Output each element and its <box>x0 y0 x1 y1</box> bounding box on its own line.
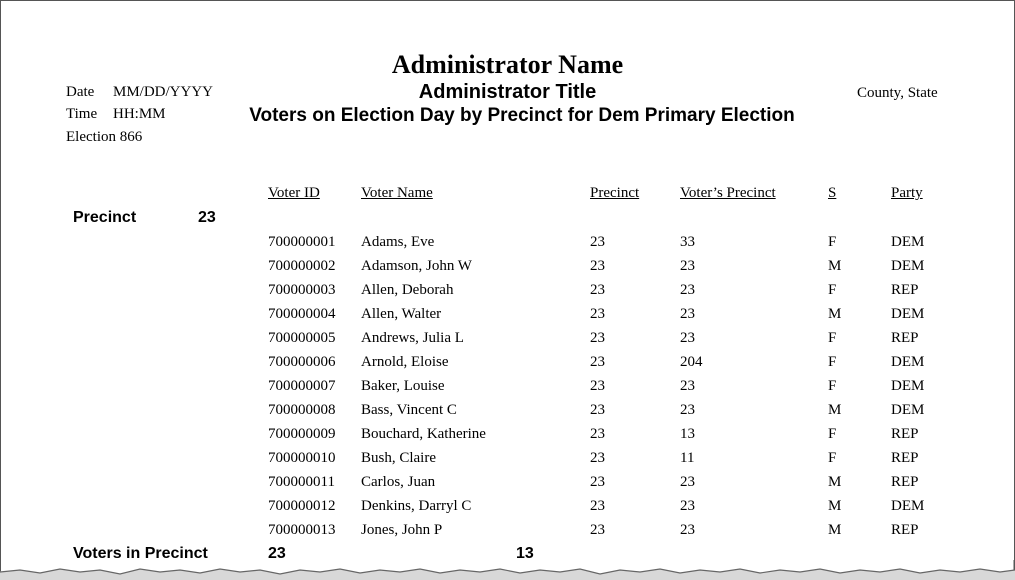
voter-name-cell: Allen, Deborah <box>361 282 454 298</box>
precinct-cell: 23 <box>590 378 605 394</box>
precinct-group-value: 23 <box>198 209 216 226</box>
voters-precinct-cell: 23 <box>680 402 695 418</box>
voter-name-cell: Bass, Vincent C <box>361 402 457 418</box>
voter-id-cell: 700000006 <box>268 354 336 370</box>
party-cell: DEM <box>891 354 925 370</box>
election-label: Election 866 <box>66 129 143 145</box>
voters-precinct-cell: 23 <box>680 306 695 322</box>
precinct-cell: 23 <box>590 234 605 250</box>
date-label: Date <box>66 84 95 100</box>
voter-name-cell: Andrews, Julia L <box>361 330 464 346</box>
precinct-cell: 23 <box>590 522 605 538</box>
column-header-voter-name: Voter Name <box>361 185 433 201</box>
column-header-precinct: Precinct <box>590 185 640 201</box>
sex-cell: F <box>828 282 837 298</box>
footer-voter-count: 13 <box>516 545 534 562</box>
sex-cell: M <box>828 522 842 538</box>
voter-id-cell: 700000005 <box>268 330 336 346</box>
voter-id-cell: 700000007 <box>268 378 336 394</box>
sex-cell: M <box>828 498 842 514</box>
precinct-group-label: Precinct <box>73 209 137 226</box>
precinct-cell: 23 <box>590 282 605 298</box>
voter-name-cell: Baker, Louise <box>361 378 445 394</box>
party-cell: REP <box>891 426 919 442</box>
voter-name-cell: Bush, Claire <box>361 450 436 466</box>
sex-cell: F <box>828 330 837 346</box>
voters-precinct-cell: 11 <box>680 450 695 466</box>
voters-precinct-cell: 204 <box>680 354 703 370</box>
party-cell: REP <box>891 522 919 538</box>
party-cell: REP <box>891 282 919 298</box>
precinct-cell: 23 <box>590 450 605 466</box>
sex-cell: F <box>828 426 837 442</box>
sex-cell: F <box>828 234 837 250</box>
voter-id-cell: 700000008 <box>268 402 336 418</box>
voter-name-cell: Denkins, Darryl C <box>361 498 472 514</box>
precinct-cell: 23 <box>590 474 605 490</box>
column-header-party: Party <box>891 185 923 201</box>
voter-name-cell: Adams, Eve <box>361 234 435 250</box>
administrator-name: Administrator Name <box>391 50 624 79</box>
precinct-cell: 23 <box>590 354 605 370</box>
time-value: HH:MM <box>113 106 166 122</box>
voter-id-cell: 700000009 <box>268 426 336 442</box>
column-header-voters-precinct: Voter’s Precinct <box>680 185 776 201</box>
voters-precinct-cell: 23 <box>680 258 695 274</box>
voters-precinct-cell: 33 <box>680 234 695 250</box>
voter-name-cell: Jones, John P <box>361 522 443 538</box>
party-cell: DEM <box>891 234 925 250</box>
voter-name-cell: Adamson, John W <box>361 258 472 274</box>
column-header-voter-id: Voter ID <box>268 185 320 201</box>
party-cell: REP <box>891 450 919 466</box>
column-header-sex: S <box>828 185 837 201</box>
party-cell: DEM <box>891 378 925 394</box>
footer-precinct: 23 <box>268 545 286 562</box>
voter-name-cell: Allen, Walter <box>361 306 442 322</box>
footer-label: Voters in Precinct <box>73 545 208 562</box>
report-title: Voters on Election Day by Precinct for Dem Primary Election <box>249 105 795 126</box>
precinct-cell: 23 <box>590 258 605 274</box>
precinct-cell: 23 <box>590 306 605 322</box>
voters-precinct-cell: 13 <box>680 426 695 442</box>
time-label: Time <box>66 106 98 122</box>
sex-cell: M <box>828 258 842 274</box>
voter-id-cell: 700000004 <box>268 306 336 322</box>
voter-id-cell: 700000011 <box>268 474 335 490</box>
voters-precinct-cell: 23 <box>680 498 695 514</box>
voters-precinct-cell: 23 <box>680 522 695 538</box>
precinct-cell: 23 <box>590 330 605 346</box>
party-cell: DEM <box>891 402 925 418</box>
sex-cell: F <box>828 378 837 394</box>
torn-edge <box>0 560 1015 580</box>
party-cell: DEM <box>891 498 925 514</box>
date-value: MM/DD/YYYY <box>113 84 214 100</box>
precinct-cell: 23 <box>590 498 605 514</box>
sex-cell: F <box>828 354 837 370</box>
voter-id-cell: 700000013 <box>268 522 336 538</box>
voter-id-cell: 700000001 <box>268 234 336 250</box>
precinct-cell: 23 <box>590 426 605 442</box>
voter-id-cell: 700000012 <box>268 498 336 514</box>
voter-id-cell: 700000002 <box>268 258 336 274</box>
voter-id-cell: 700000010 <box>268 450 336 466</box>
voters-precinct-cell: 23 <box>680 282 695 298</box>
voter-name-cell: Arnold, Eloise <box>361 354 449 370</box>
party-cell: REP <box>891 330 919 346</box>
party-cell: DEM <box>891 306 925 322</box>
sex-cell: M <box>828 474 842 490</box>
voter-name-cell: Bouchard, Katherine <box>361 426 486 442</box>
party-cell: REP <box>891 474 919 490</box>
voters-precinct-cell: 23 <box>680 330 695 346</box>
voter-id-cell: 700000003 <box>268 282 336 298</box>
county-state: County, State <box>857 85 938 101</box>
voter-name-cell: Carlos, Juan <box>361 474 436 490</box>
voters-precinct-cell: 23 <box>680 378 695 394</box>
administrator-title: Administrator Title <box>418 81 597 103</box>
party-cell: DEM <box>891 258 925 274</box>
precinct-cell: 23 <box>590 402 605 418</box>
sex-cell: M <box>828 306 842 322</box>
sex-cell: M <box>828 402 842 418</box>
voters-precinct-cell: 23 <box>680 474 695 490</box>
sex-cell: F <box>828 450 837 466</box>
